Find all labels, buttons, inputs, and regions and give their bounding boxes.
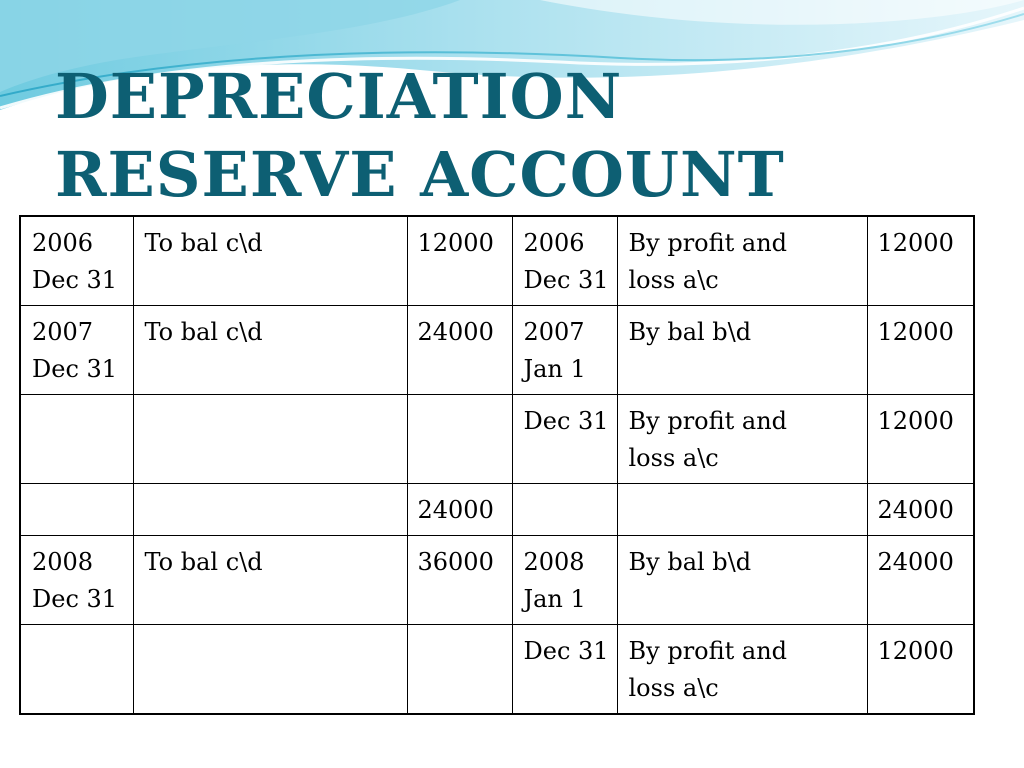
ledger-row: [20, 484, 974, 536]
credit-date-text: 2008: [523, 548, 585, 576]
credit-particulars-text: By profit and: [628, 407, 788, 435]
credit-date-text: Dec 31: [523, 266, 609, 294]
credit-amount-text: 12000: [877, 407, 954, 435]
credit-amount-cell: [867, 484, 974, 536]
credit-particulars-cell: [617, 484, 867, 536]
debit-amount-cell: [407, 216, 512, 306]
debit-particulars-cell: [133, 536, 407, 625]
credit-particulars-text: loss a\c: [628, 674, 719, 702]
credit-amount-text: 12000: [877, 637, 954, 665]
credit-amount-cell: [867, 395, 974, 484]
debit-particulars-cell: [133, 484, 407, 536]
credit-amount-text: 24000: [877, 548, 954, 576]
credit-particulars-cell: [617, 625, 867, 715]
debit-date-cell: [20, 395, 133, 484]
ledger-row: [20, 395, 974, 484]
debit-amount-cell: [407, 484, 512, 536]
ledger-row: [20, 216, 974, 306]
debit-date-cell: [20, 484, 133, 536]
debit-date-text: 2007: [32, 318, 94, 346]
credit-amount-cell: [867, 306, 974, 395]
slide-title: [55, 58, 785, 214]
ledger-row: [20, 536, 974, 625]
debit-particulars-text: To bal c\d: [144, 229, 263, 257]
credit-amount-cell: [867, 625, 974, 715]
debit-amount-cell: [407, 395, 512, 484]
debit-particulars-text: To bal c\d: [144, 318, 263, 346]
credit-amount-text: 12000: [877, 318, 954, 346]
debit-amount-text: 36000: [417, 548, 494, 576]
credit-particulars-text: By profit and: [628, 637, 788, 665]
depreciation-reserve-ledger-table: [19, 215, 975, 715]
debit-date-text: Dec 31: [32, 266, 118, 294]
credit-amount-cell: [867, 536, 974, 625]
debit-date-cell: [20, 306, 133, 395]
debit-date-text: 2006: [32, 229, 94, 257]
credit-date-text: 2007: [523, 318, 585, 346]
debit-particulars-cell: [133, 306, 407, 395]
debit-amount-text: 24000: [417, 318, 494, 346]
debit-amount-text: 12000: [417, 229, 494, 257]
credit-amount-text: 12000: [877, 229, 954, 257]
ledger-row: [20, 306, 974, 395]
slide-title-line-1: DEPRECIATION: [55, 60, 623, 133]
credit-date-text: Jan 1: [523, 355, 586, 383]
credit-particulars-cell: [617, 216, 867, 306]
debit-amount-cell: [407, 536, 512, 625]
ledger-row: [20, 625, 974, 715]
debit-amount-cell: [407, 306, 512, 395]
credit-date-cell: [512, 484, 617, 536]
credit-particulars-text: By bal b\d: [628, 318, 752, 346]
credit-date-cell: [512, 216, 617, 306]
credit-particulars-cell: [617, 536, 867, 625]
credit-particulars-text: loss a\c: [628, 266, 719, 294]
debit-date-cell: [20, 216, 133, 306]
debit-date-cell: [20, 536, 133, 625]
credit-particulars-text: loss a\c: [628, 444, 719, 472]
credit-particulars-cell: [617, 395, 867, 484]
debit-particulars-cell: [133, 625, 407, 715]
debit-amount-cell: [407, 625, 512, 715]
debit-date-text: Dec 31: [32, 585, 118, 613]
debit-amount-text: 24000: [417, 496, 494, 524]
debit-particulars-cell: [133, 395, 407, 484]
debit-date-cell: [20, 625, 133, 715]
debit-particulars-cell: [133, 216, 407, 306]
credit-particulars-cell: [617, 306, 867, 395]
debit-date-text: 2008: [32, 548, 94, 576]
credit-date-cell: [512, 306, 617, 395]
ledger-body: [20, 216, 974, 714]
credit-date-cell: [512, 395, 617, 484]
credit-amount-cell: [867, 216, 974, 306]
credit-date-text: Dec 31: [523, 407, 609, 435]
credit-particulars-text: By bal b\d: [628, 548, 752, 576]
credit-date-text: Jan 1: [523, 585, 586, 613]
credit-date-text: 2006: [523, 229, 585, 257]
credit-particulars-text: By profit and: [628, 229, 788, 257]
credit-date-cell: [512, 625, 617, 715]
debit-particulars-text: To bal c\d: [144, 548, 263, 576]
credit-date-text: Dec 31: [523, 637, 609, 665]
credit-date-cell: [512, 536, 617, 625]
slide-title-line-2: RESERVE ACCOUNT: [55, 138, 785, 211]
credit-amount-text: 24000: [877, 496, 954, 524]
debit-date-text: Dec 31: [32, 355, 118, 383]
